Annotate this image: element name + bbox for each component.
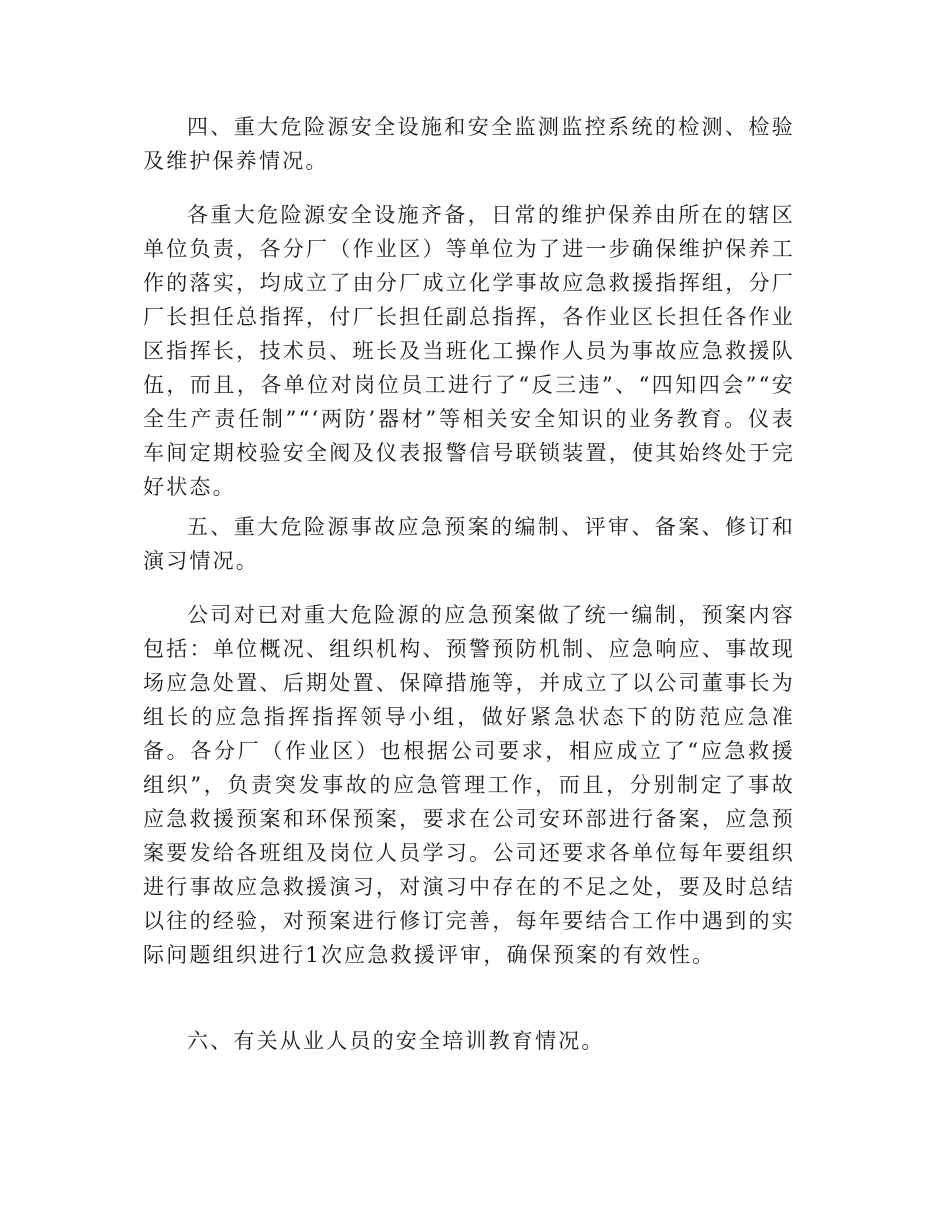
section-heading-6: 六、有关从业人员的安全培训教育情况。 (187, 1029, 605, 1053)
section-heading-5: 五、重大危险源事故应急预案的编制、评审、备案、修订和演习情况。 (143, 515, 795, 573)
body-paragraph-emergency-plan: 公司对已对重大危险源的应急预案做了统一编制，预案内容包括：单位概况、组织机构、预警预防机制、应急响应、事故现场应急处置、后期处置、保障措施等，并成立了以公司董事长为组长的应急指挥指挥领导小组，做好紧急状态下的防范应急准备。各分厂（作业区）也根据公司要求，相应成立了“应急救援组织”，负责突发事故的应急管理工作，而且，分别制定了事故应急救援预案和环保预案，要求在公司安环部进行备案，应急预案要发给各班组及岗位人员学习。公司还要求各单位每年要组织进行事故应急救援演习，对演习中存在的不足之处，要及时总结以往的经验，对预案进行修订完善，每年要结合工作中遇到的实际问题组织进行1次应急救援评审，确保预案的有效性。 (143, 603, 795, 967)
body-paragraph-safety-facilities: 各重大危险源安全设施齐备，日常的维护保养由所在的辖区单位负责，各分厂（作业区）等单位为了进一步确保维护保养工作的落实，均成立了由分厂成立化学事故应急救援指挥组，分厂厂长担任总指挥，付厂长担任副总指挥，各作业区长担任各作业区指挥长，技术员、班长及当班化工操作人员为事故应急救援队伍，而且，各单位对岗位员工进行了“反三违”、“四知四会”“安全生产责任制”“‘两防’器材”等相关安全知识的业务教育。仪表车间定期校验安全阀及仪表报警信号联锁装置，使其始终处于完好状态。 (143, 203, 795, 499)
section-heading-4: 四、重大危险源安全设施和安全监测监控系统的检测、检验及维护保养情况。 (143, 115, 795, 173)
